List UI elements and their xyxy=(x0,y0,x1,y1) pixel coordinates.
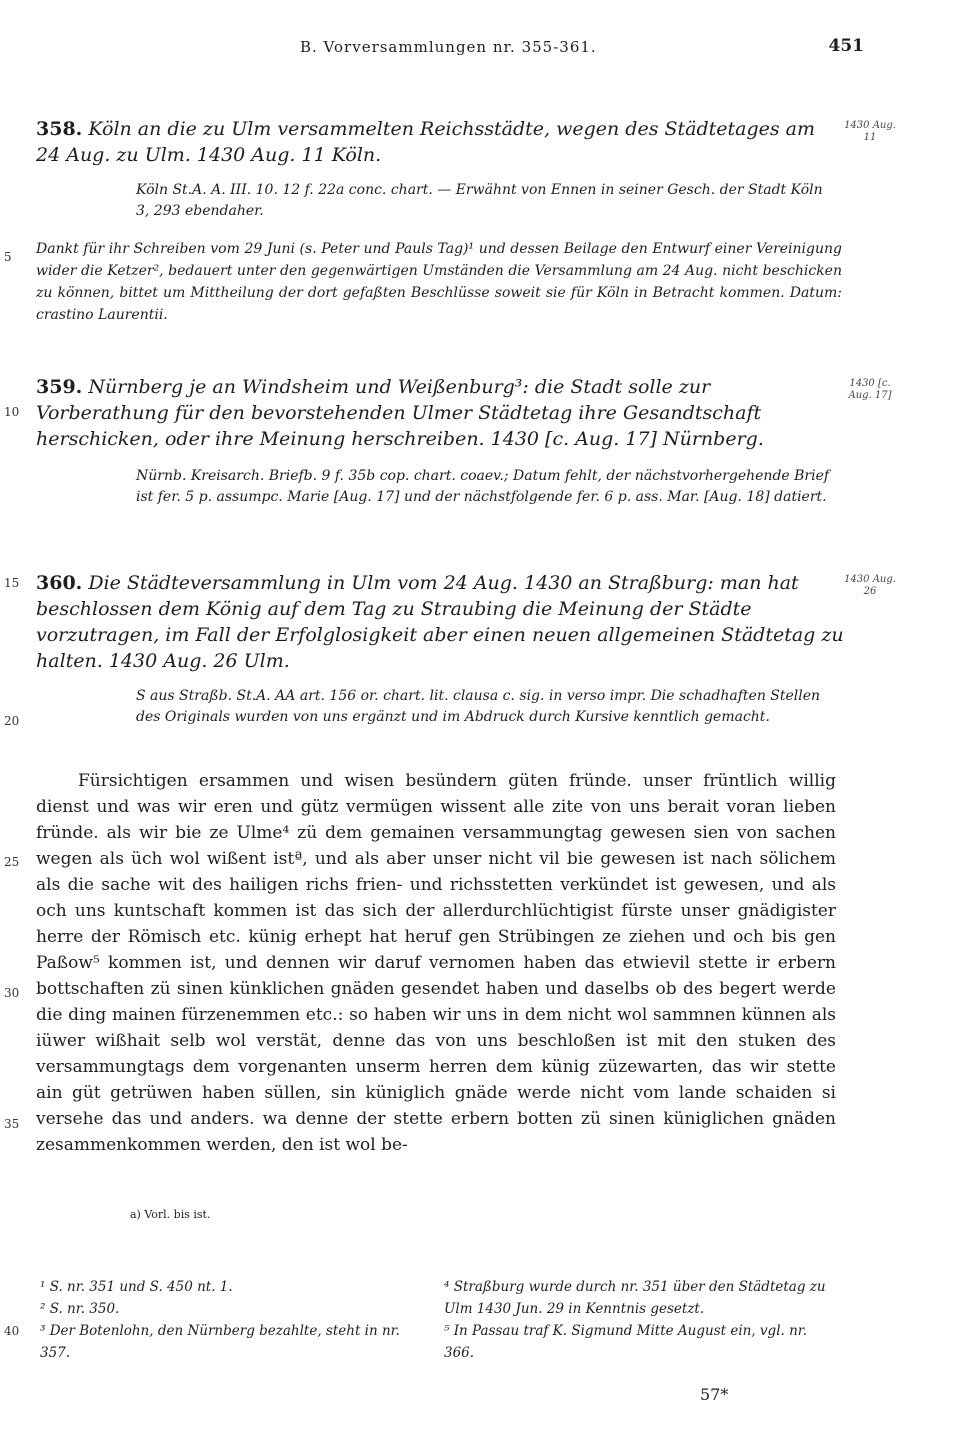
line-number-30: 30 xyxy=(4,986,20,1000)
sheet-signature: 57* xyxy=(700,1385,729,1404)
footnote-5: ⁵ In Passau traf K. Sigmund Mitte August ein, vgl. nr. 366. xyxy=(444,1323,808,1361)
running-header xyxy=(0,38,960,58)
running-title: B. Vorversammlungen nr. 355-361. xyxy=(300,38,597,56)
footnote-4: ⁴ Straßburg wurde durch nr. 351 über den Städtetag zu Ulm 1430 Jun. 29 in Kenntnis gesetzt. xyxy=(444,1279,826,1317)
document-number: 360. xyxy=(36,572,83,594)
source-note-358: Köln St.A. A. III. 10. 12 f. 22a conc. chart. — Erwähnt von Ennen in seiner Gesch. der Stadt Köln 3, 293 ebendaher. xyxy=(136,182,823,219)
side-date-360: 1430 Aug. 26 xyxy=(844,574,896,597)
document-359-heading xyxy=(36,374,844,452)
document-title: Nürnberg je an Windsheim und Weißenburg³: die Stadt solle zur Vorberathung für den bevorstehenden Ulmer Städtetag ihre Gesandtschaft herschicken, oder ihre Meinung herschreiben. 1430 [c. Aug. 17] Nürnberg. xyxy=(36,376,764,450)
regest-358: Dankt für ihr Schreiben vom 29 Juni (s. Peter und Pauls Tag)¹ und dessen Beilage den Entwurf einer Vereinigung wider die Ketzer², bedauert unter den gegenwärtigen Umständen die Versammlung am 24 Aug. nicht beschicken zu können, bittet um Mittheilung der dort gefaßten Beschlüsse soweit sie für Köln in Betracht kommen. Datum: crastino Laurentii. xyxy=(36,241,842,323)
source-note-359: Nürnb. Kreisarch. Briefb. 9 f. 35b cop. chart. coaev.; Datum fehlt, der nächstvorhergehende Brief ist fer. 5 p. assumpc. Marie [Aug. 17] und der nächstfolgende fer. 6 p. ass. Mar. [Aug. 18] datiert. xyxy=(136,468,830,505)
line-number-25: 25 xyxy=(4,855,20,869)
footnotes-right xyxy=(444,1276,838,1364)
document-number: 358. xyxy=(36,118,83,140)
line-number-15: 15 xyxy=(4,576,20,590)
critical-note: a) Vorl. bis ist. xyxy=(130,1208,211,1221)
document-number: 359. xyxy=(36,376,83,398)
document-title: Die Städteversammlung in Ulm vom 24 Aug. 1430 an Straßburg: man hat beschlossen dem König auf dem Tag zu Straubing die Meinung der Städte vorzutragen, im Fall der Erfolglosigkeit aber einen neuen allgemeinen Städtetag zu halten. 1430 Aug. 26 Ulm. xyxy=(36,572,844,672)
line-number-5: 5 xyxy=(4,250,12,264)
footnote-1: ¹ S. nr. 351 und S. 450 nt. 1. xyxy=(40,1279,233,1295)
footnotes-left xyxy=(40,1276,430,1364)
letter-text xyxy=(36,768,836,1158)
line-number-20: 20 xyxy=(4,714,20,728)
line-number-35: 35 xyxy=(4,1117,20,1131)
document-360-heading xyxy=(36,570,844,674)
page-number: 451 xyxy=(828,36,864,56)
side-date-358: 1430 Aug. 11 xyxy=(844,120,896,143)
side-date-359: 1430 [c. Aug. 17] xyxy=(848,378,892,401)
footnote-3: ³ Der Botenlohn, den Nürnberg bezahlte, steht in nr. 357. xyxy=(40,1323,400,1361)
line-number-40: 40 xyxy=(4,1324,20,1338)
letter-paragraph: Fürsichtigen ersammen und wisen besündern güten fründe. unser früntlich willig dienst und was wir eren und gütz vermügen wissent alle zite von uns berait voran lieben fründe. als wir bie ze Ulme⁴ zü dem gemainen versammungtag gewesen sien von sachen wegen als üch wol wißent istª, und als aber unser nicht vil bie gewesen ist nach sölichem als die sache wit des hailigen richs frien- und richsstetten verkündet ist gewesen, und als och uns kuntschaft kommen ist das sich der allerdurchlüchtigist fürste unser gnädigister herre der Römisch etc. künig erhept hat heruf gen Strübingen ze ziehen und och bis gen Paßow⁵ kommen ist, und dennen wir daruf vernomen haben das etwievil stette ir erbern bottschaften zü sinen künklichen gnäden gesendet haben und daselbs ob des begert werde die ding mainen fürzenemmen etc.: so haben wir uns in dem nicht wol sammnen künnen als iüwer wißhait selb wol verstät, denne das von uns beschloßen ist mit den stuken des versammungtags dem vorgenanten unserm herren dem künig züzewarten, das wir stette ain güt getrüwen haben süllen, sin küniglich gnäde werde nicht vom lande schaiden si versehe das und anders. wa denne der stette erbern botten zü sinen küniglichen gnäden zesammenkommen werden, den ist wol be- xyxy=(36,771,836,1155)
footnote-2: ² S. nr. 350. xyxy=(40,1301,120,1317)
source-note-360: S aus Straßb. St.A. AA art. 156 or. chart. lit. clausa c. sig. in verso impr. Die schadhaften Stellen des Originals wurden von uns ergänzt und im Abdruck durch Kursive kenntlich gemacht. xyxy=(136,688,821,725)
line-number-10: 10 xyxy=(4,405,20,419)
document-title: Köln an die zu Ulm versammelten Reichsstädte, wegen des Städtetages am 24 Aug. zu Ulm. 1430 Aug. 11 Köln. xyxy=(36,118,816,166)
document-358-heading xyxy=(36,116,844,168)
